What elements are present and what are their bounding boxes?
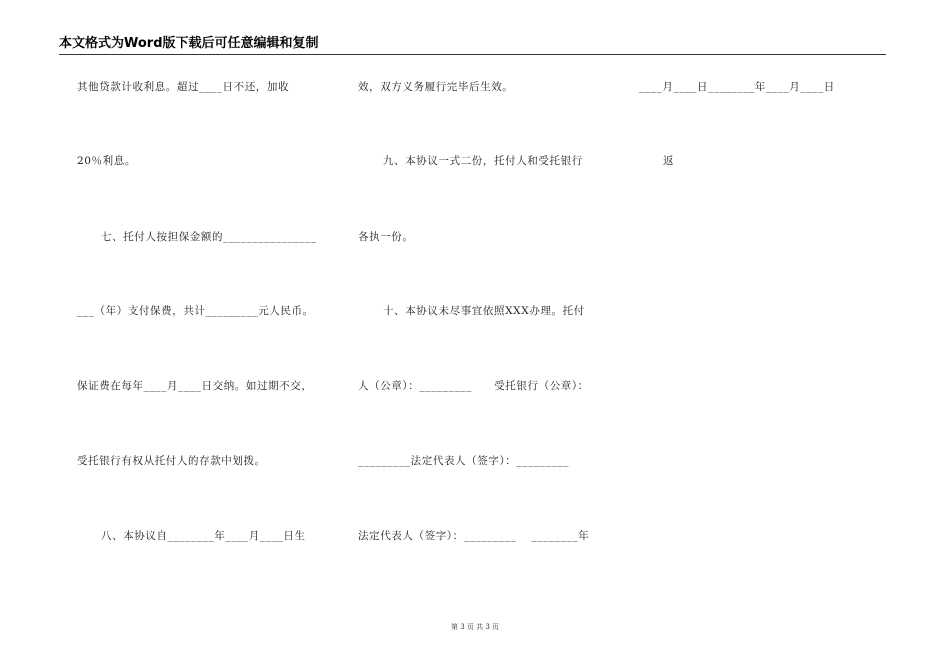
document-header [59,36,886,55]
left-line-3: 七、托付人按担保金额的________________ [101,231,317,243]
left-line-6: 受托银行有权从托付人的存款中划拨。 [77,455,266,467]
middle-line-1: 效，双方义务履行完毕后生效。 [358,81,514,93]
middle-line-7: 法定代表人（签字）：_________ ________年 [358,530,590,542]
left-line-2: 20％利息。 [77,155,136,167]
left-line-1: 其他贷款计收利息。超过____日不还，加收 [77,81,290,93]
left-line-7: 八、本协议自________年____月____日生 [101,530,306,542]
page-number: 第 3 页 共 3 页 [450,623,500,631]
middle-line-2: 九、本协议一式二份，托付人和受托银行 [383,155,583,167]
middle-line-5: 人（公章）：_________ 受托银行（公章）： [358,380,589,392]
middle-line-4: 十、本协议未尽事宜依照XXX办理。托付 [383,305,585,317]
middle-line-3: 各执一份。 [358,231,414,243]
right-line-1: ____月____日________年____月____日 [639,81,835,93]
header-title: 本文格式为Word版下载后可任意编辑和复制 [59,36,319,51]
left-line-4: ___（年）支付保费，共计_________元人民币。 [77,305,314,317]
middle-line-6: _________法定代表人（签字）：_________ [358,455,570,467]
left-line-5: 保证费在每年____月____日交纳。如过期不交， [77,380,313,392]
right-line-2: 返 [663,155,675,167]
